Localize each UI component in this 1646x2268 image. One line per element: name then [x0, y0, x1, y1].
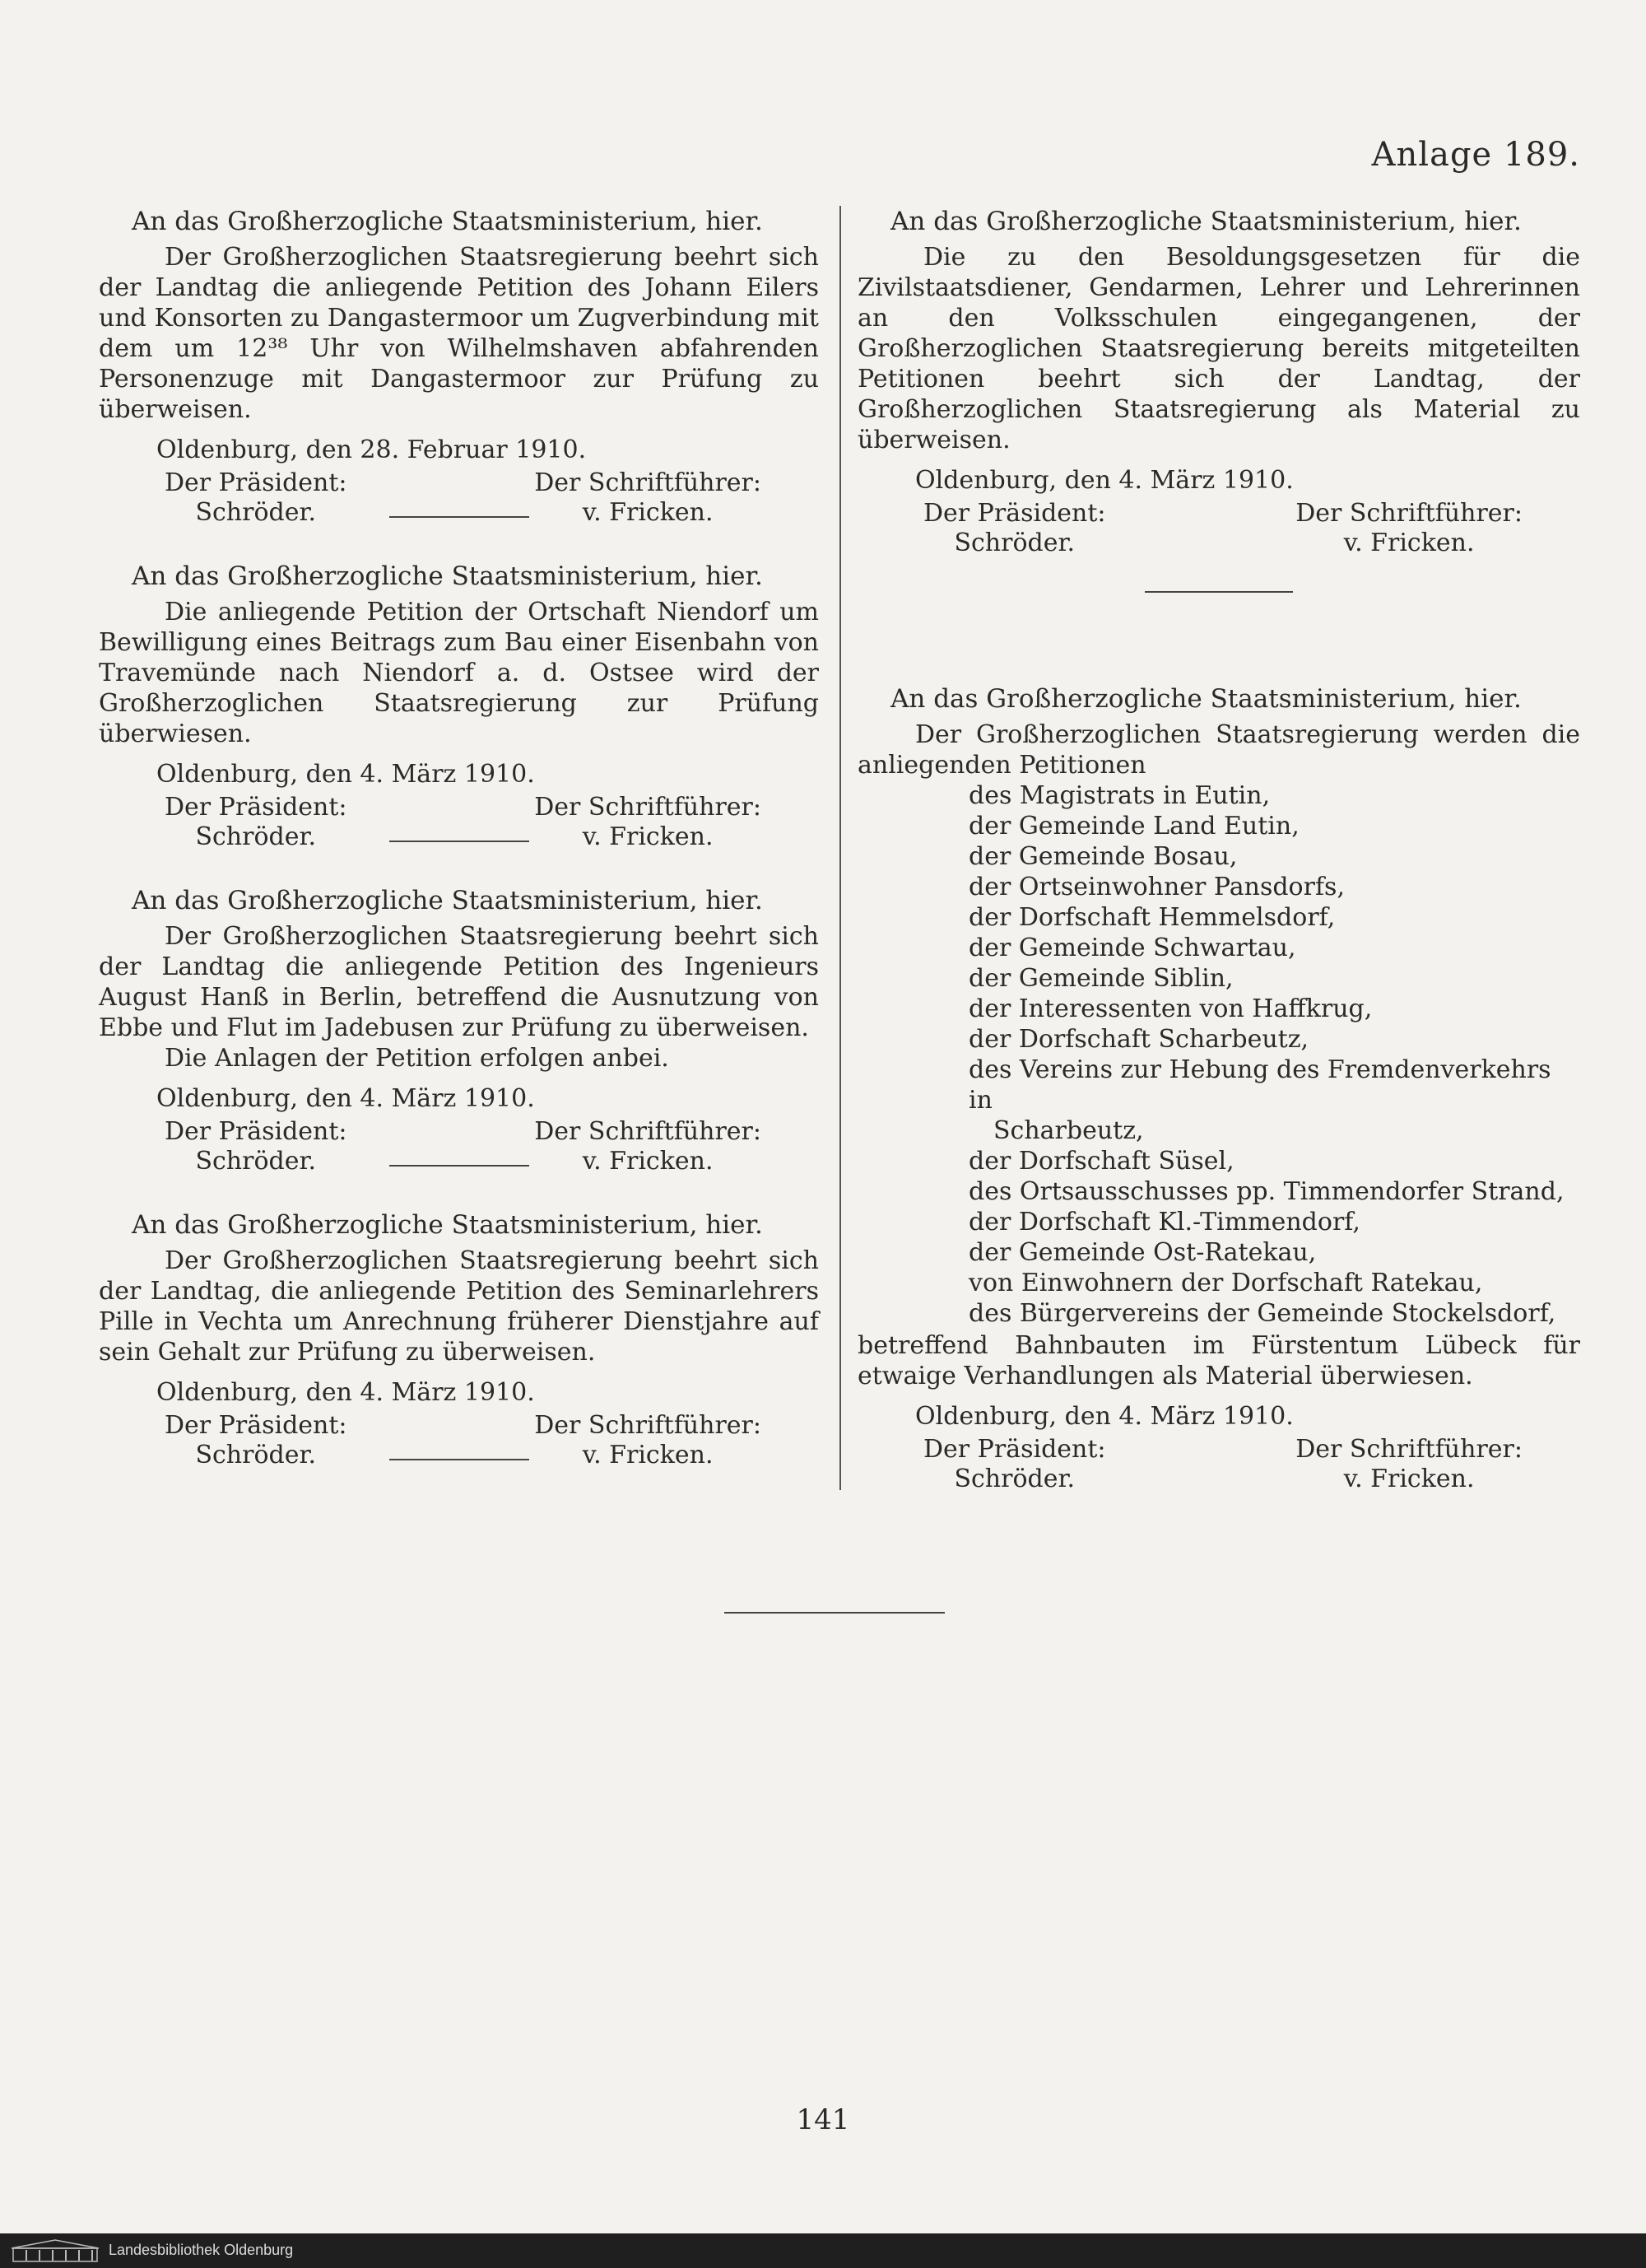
- secretary-title: Der Schriftführer:: [1295, 499, 1523, 528]
- secretary-title: Der Schriftführer:: [534, 793, 761, 822]
- list-item: der Gemeinde Schwartau,: [969, 934, 1296, 962]
- secretary-signature: [1295, 499, 1523, 558]
- signature-row: [858, 499, 1580, 558]
- letter-block: [858, 206, 1580, 558]
- secretary-name: v. Fricken.: [1343, 529, 1475, 557]
- secretary-title: Der Schriftführer:: [534, 468, 761, 497]
- letter-intro: Der Großherzoglichen Staatsregierung werden die anliegenden Petitionen: [858, 720, 1580, 780]
- president-signature: [165, 1117, 347, 1176]
- letter-block: [99, 206, 819, 533]
- letter-block: [99, 1209, 819, 1475]
- letter-heading: An das Großherzogliche Staatsministerium, hier.: [132, 561, 763, 591]
- secretary-name: v. Fricken.: [582, 1441, 714, 1469]
- president-signature: [165, 468, 347, 528]
- secretary-title: Der Schriftführer:: [534, 1411, 761, 1440]
- signature-row: [858, 1435, 1580, 1494]
- left-column: [99, 206, 819, 1503]
- list-item: der Ortseinwohner Pansdorfs,: [969, 873, 1345, 901]
- president-name: Schröder.: [954, 529, 1076, 557]
- president-title: Der Präsident:: [165, 1411, 347, 1440]
- list-item: der Gemeinde Bosau,: [969, 842, 1238, 871]
- letter-date: Oldenburg, den 4. März 1910.: [156, 760, 535, 789]
- list-item: der Dorfschaft Süsel,: [969, 1147, 1234, 1176]
- president-title: Der Präsident:: [165, 793, 347, 822]
- president-signature: [165, 1411, 347, 1470]
- separator-rule: [389, 841, 529, 842]
- library-label: Landesbibliothek Oldenburg: [109, 2242, 294, 2258]
- letter-body: Der Großherzoglichen Staatsregierung beehrt sich der Landtag, die anliegende Petition des Seminarlehrers Pille in Vechta um Anrechnung früherer Dienstjahre auf sein Gehalt zur Prüfung zu überweisen.: [99, 1246, 819, 1367]
- president-title: Der Präsident:: [923, 1435, 1106, 1464]
- letter-heading: An das Großherzogliche Staatsministerium, hier.: [890, 684, 1522, 714]
- list-item: der Dorfschaft Scharbeutz,: [969, 1025, 1309, 1054]
- letter-closing: betreffend Bahnbauten im Fürstentum Lübeck für etwaige Verhandlungen als Material überwiesen.: [858, 1331, 1580, 1390]
- secretary-signature: [534, 1411, 761, 1470]
- letter-date: Oldenburg, den 4. März 1910.: [915, 466, 1294, 495]
- separator-rule: [1145, 591, 1293, 593]
- letter-date: Oldenburg, den 28. Februar 1910.: [156, 435, 587, 464]
- separator-rule: [389, 1459, 529, 1460]
- page-number: 141: [796, 2103, 850, 2136]
- president-name: Schröder.: [195, 1147, 317, 1176]
- signature-row: [99, 1411, 819, 1470]
- list-item: der Gemeinde Ost-Ratekau,: [969, 1238, 1317, 1267]
- list-item: der Interessenten von Haffkrug,: [969, 994, 1373, 1023]
- letter-heading: An das Großherzogliche Staatsministerium, hier.: [132, 207, 763, 236]
- signature-row: [99, 468, 819, 528]
- list-item: des Vereins zur Hebung des Fremdenverkehrs in: [969, 1055, 1551, 1115]
- secretary-name: v. Fricken.: [582, 1147, 714, 1176]
- president-signature: [165, 793, 347, 852]
- secretary-signature: [1295, 1435, 1523, 1494]
- signature-row: [99, 1117, 819, 1176]
- letter-body: Der Großherzoglichen Staatsregierung beehrt sich der Landtag die anliegende Petition des Ingenieurs August Hanß in Berlin, betreffend die Ausnutzung von Ebbe und Flut im Jadebusen zur Prüfung zu überweisen.: [99, 922, 819, 1042]
- letter-body: Die anliegende Petition der Ortschaft Niendorf um Bewilligung eines Beitrags zum Bau einer Eisenbahn von Travemünde nach Niendorf a. d. Ostsee wird der Großherzoglichen Staatsregierung zur Prüfung überwiesen.: [99, 598, 819, 748]
- secretary-title: Der Schriftführer:: [1295, 1435, 1523, 1464]
- section-end-rule: [724, 1612, 945, 1614]
- secretary-title: Der Schriftführer:: [534, 1117, 761, 1146]
- list-item: der Gemeinde Land Eutin,: [969, 812, 1300, 841]
- president-name: Schröder.: [954, 1465, 1076, 1493]
- letter-heading: An das Großherzogliche Staatsministerium, hier.: [132, 886, 763, 915]
- letter-heading: An das Großherzogliche Staatsministerium, hier.: [890, 207, 1522, 236]
- list-item: der Gemeinde Siblin,: [969, 964, 1234, 993]
- letter-heading: An das Großherzogliche Staatsministerium, hier.: [132, 1210, 763, 1240]
- letter-date: Oldenburg, den 4. März 1910.: [156, 1084, 535, 1113]
- letter-body: Die zu den Besoldungsgesetzen für die Zivilstaatsdiener, Gendarmen, Lehrer und Lehrerinnen an den Volksschulen eingegangenen, der Großherzoglichen Staatsregierung bereits mitgeteilten Petitionen beehrt sich der Landtag, der Großherzoglichen Staatsregierung als Material zu überweisen.: [858, 243, 1580, 454]
- president-name: Schröder.: [195, 498, 317, 527]
- letter-date: Oldenburg, den 4. März 1910.: [915, 1402, 1294, 1431]
- list-item: des Ortsausschusses pp. Timmendorfer Strand,: [969, 1177, 1565, 1206]
- column-divider: [839, 206, 841, 1490]
- secretary-signature: [534, 1117, 761, 1176]
- library-building-icon: [10, 2238, 100, 2263]
- signature-row: [99, 793, 819, 852]
- separator-rule: [389, 516, 529, 518]
- secretary-name: v. Fricken.: [1343, 1465, 1475, 1493]
- president-title: Der Präsident:: [165, 1117, 347, 1146]
- list-item: der Dorfschaft Kl.-Timmendorf,: [969, 1208, 1360, 1236]
- president-signature: [923, 499, 1106, 558]
- secretary-name: v. Fricken.: [582, 498, 714, 527]
- letter-block: [99, 561, 819, 857]
- president-title: Der Präsident:: [165, 468, 347, 497]
- secretary-name: v. Fricken.: [582, 822, 714, 851]
- list-item: Scharbeutz,: [993, 1116, 1144, 1145]
- president-title: Der Präsident:: [923, 499, 1106, 528]
- petition-list: [969, 780, 1580, 1329]
- president-name: Schröder.: [195, 822, 317, 851]
- right-column: [858, 206, 1580, 1522]
- president-name: Schröder.: [195, 1441, 317, 1469]
- list-item: des Bürgervereins der Gemeinde Stockelsdorf,: [969, 1299, 1556, 1328]
- letter-note: Die Anlagen der Petition erfolgen anbei.: [165, 1044, 669, 1073]
- letter-block: [99, 885, 819, 1181]
- letter-body: Der Großherzoglichen Staatsregierung beehrt sich der Landtag die anliegende Petition des Johann Eilers und Konsorten zu Dangastermoor um Zugverbindung mit dem um 12³⁸ Uhr von Wilhelmshaven abfahrenden Personenzuge mit Dangastermoor zur Prüfung zu überweisen.: [99, 243, 819, 424]
- annex-label: Anlage 189.: [1371, 136, 1580, 174]
- secretary-signature: [534, 468, 761, 528]
- list-item: der Dorfschaft Hemmelsdorf,: [969, 903, 1336, 932]
- footer-bar: [0, 2233, 1646, 2268]
- secretary-signature: [534, 793, 761, 852]
- letter-block: [858, 683, 1580, 1494]
- letter-date: Oldenburg, den 4. März 1910.: [156, 1378, 535, 1407]
- list-item: von Einwohnern der Dorfschaft Ratekau,: [969, 1269, 1483, 1297]
- separator-rule: [389, 1165, 529, 1167]
- president-signature: [923, 1435, 1106, 1494]
- list-item: des Magistrats in Eutin,: [969, 781, 1271, 810]
